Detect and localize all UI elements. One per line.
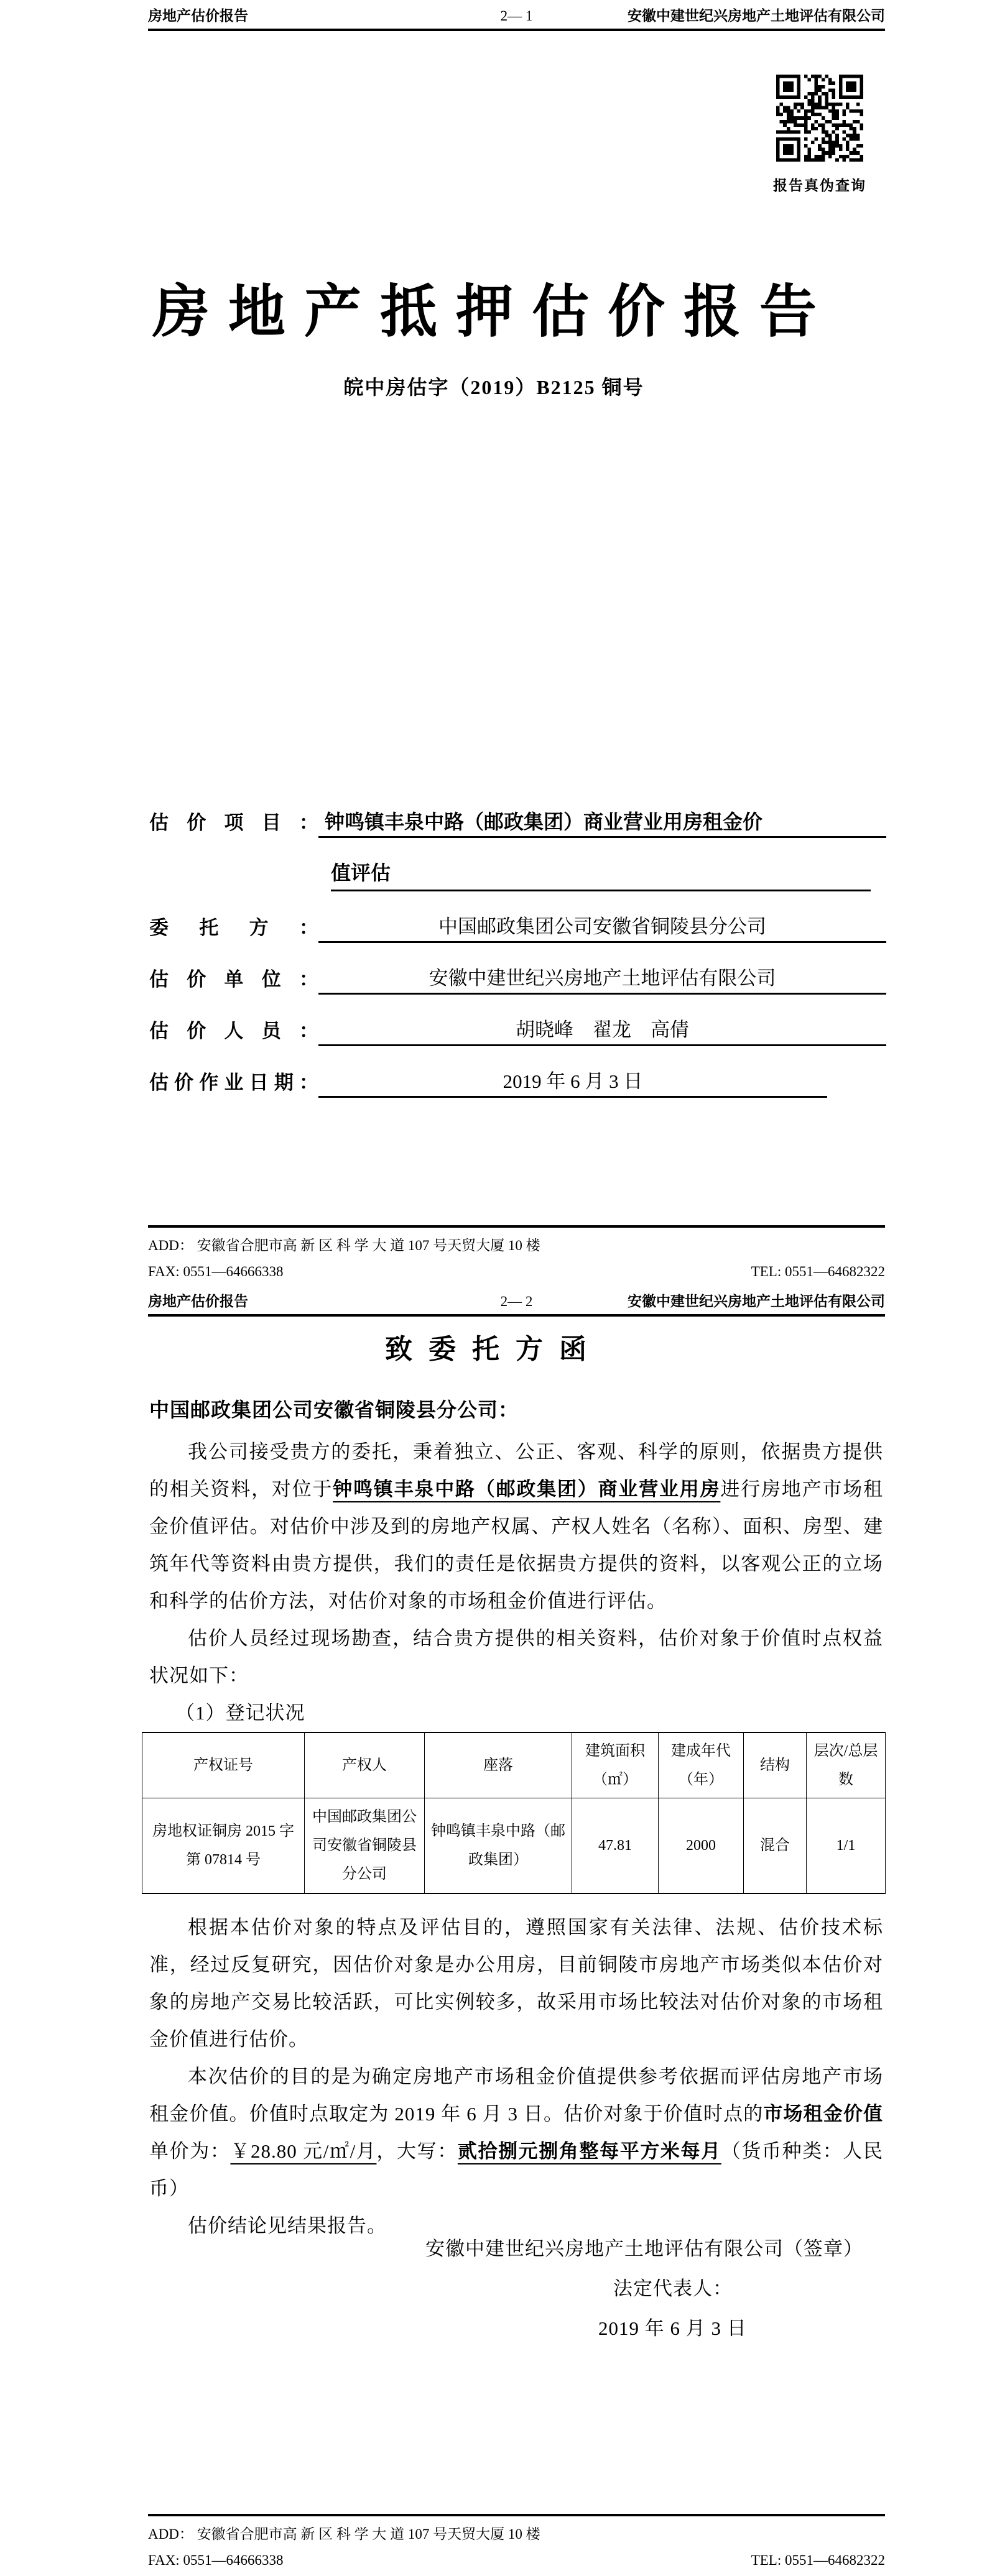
field-client (149, 912, 886, 943)
para4-unit-price: ￥28.80 元/㎡/月 (230, 2140, 377, 2162)
field-date-label: 估价作业日期： (149, 1072, 318, 1093)
signature-date: 2019 年 6 月 3 日 (598, 2317, 747, 2339)
header-page-number: 2— 1 (500, 8, 533, 24)
para1-text2: 进行房地产市场租金价值评估。对估价中涉及到的房地产权属、产权人姓名（名称）、面积、房型、建筑年代等资料由贵方提供，我们的责任是依据贵方提供的资料，以客观公正的立场和科学的估价方法，对估价对象的市场租金价值进行评估。 (149, 1478, 884, 1612)
field-date-value: 2019 年 6 月 3 日 (318, 1067, 827, 1098)
field-staff-label: 估价人员： (149, 1020, 318, 1042)
header-page-number: 2— 2 (500, 1294, 533, 1309)
cell-owner: 中国邮政集团公司安徽省铜陵县分公司 (305, 1798, 425, 1894)
header-company-name: 安徽中建世纪兴房地产土地评估有限公司 (628, 8, 885, 24)
field-client-value: 中国邮政集团公司安徽省铜陵县分公司 (318, 913, 886, 943)
cell-cert-no: 房地权证铜房 2015 字第 07814 号 (142, 1798, 305, 1894)
para1-text1: 我公司接受贵方的委托，秉着独立、公正、客观、科学的原则，依据贵方提供的相关资料，对位于 (149, 1441, 883, 1500)
cell-floor-level: 1/1 (807, 1798, 886, 1894)
para1-property-highlight: 钟鸣镇丰泉中路（邮政集团）商业营业用房 (333, 1478, 721, 1500)
col-floor-level: 层次/总层数 (807, 1732, 886, 1798)
cell-location: 钟鸣镇丰泉中路（邮政集团） (425, 1798, 572, 1894)
qr-code (776, 75, 863, 165)
field-agency-value: 安徽中建世纪兴房地产土地评估有限公司 (318, 964, 886, 995)
para4-text2: 单价为： (149, 2140, 231, 2162)
letter-title: 致委托方函 (385, 1334, 603, 1364)
section-registration-title: （1）登记状况 (175, 1702, 305, 1724)
letter-addressee: 中国邮政集团公司安徽省铜陵县分公司： (149, 1399, 519, 1421)
col-cert-no: 产权证号 (142, 1732, 305, 1798)
col-owner: 产权人 (305, 1732, 425, 1798)
para4-amount-in-words: 贰拾捌元捌角整每平方米每月 (457, 2140, 721, 2162)
header-doc-type: 房地产估价报告 (148, 8, 248, 24)
field-project (149, 807, 886, 838)
cell-floor-area: 47.81 (572, 1798, 659, 1894)
signature-company: 安徽中建世纪兴房地产土地评估有限公司（签章） (425, 2238, 863, 2260)
page2-running-header (148, 1293, 885, 1317)
col-year-built: 建成年代（年） (659, 1732, 744, 1798)
para4-rent-value-bold: 市场租金价值 (763, 2103, 883, 2125)
field-staff (149, 1015, 886, 1046)
col-floor-area: 建筑面积（㎡） (572, 1732, 659, 1798)
footer-fax: FAX: 0551—64666338 (148, 1264, 284, 1279)
paragraph-result (149, 2058, 883, 2207)
footer-tel: TEL: 0551—64682322 (751, 1264, 885, 1279)
page1-running-header (148, 7, 885, 31)
report-number: 皖中房估字（2019）B2125 铜号 (343, 376, 644, 398)
paragraph-conclusion: 估价结论见结果报告。 (188, 2215, 387, 2237)
paragraph-survey: 估价人员经过现场勘查，结合贵方提供的相关资料，估价对象于价值时点权益状况如下： (149, 1627, 883, 1686)
footer-address: ADD： 安徽省合肥市高 新 区 科 学 大 道 107 号天贸大厦 10 楼 (148, 1238, 540, 1253)
table-header-row (142, 1732, 886, 1798)
cell-year-built: 2000 (659, 1798, 744, 1894)
field-project-value-line1: 钟鸣镇丰泉中路（邮政集团）商业营业用房租金价 (318, 807, 886, 838)
col-structure: 结构 (744, 1732, 807, 1798)
qr-code-image (776, 75, 863, 162)
page2-footer (148, 2514, 885, 2570)
field-project-value-line2: 值评估 (331, 858, 871, 891)
field-staff-value: 胡晓峰 翟龙 高倩 (318, 1016, 886, 1046)
header-company-name: 安徽中建世纪兴房地产土地评估有限公司 (628, 1294, 885, 1309)
header-doc-type: 房地产估价报告 (148, 1294, 248, 1309)
letter-body (149, 1433, 883, 2245)
page1-footer (148, 1225, 885, 1281)
field-client-label: 委托方： (149, 917, 318, 939)
field-project-label: 估价项目： (149, 812, 318, 834)
registration-table (142, 1732, 886, 1894)
table-row (142, 1798, 886, 1894)
footer-fax: FAX: 0551—64666338 (148, 2552, 284, 2568)
cover-fields (149, 807, 886, 1118)
footer-tel: TEL: 0551—64682322 (751, 2552, 885, 2568)
qr-caption: 报告真伪查询 (773, 178, 866, 193)
footer-address: ADD： 安徽省合肥市高 新 区 科 学 大 道 107 号天贸大厦 10 楼 (148, 2526, 540, 2542)
paragraph-intro (149, 1433, 883, 1620)
paragraph-method: 根据本估价对象的特点及评估目的，遵照国家有关法律、法规、估价技术标准，经过反复研究，因估价对象是办公用房，目前铜陵市房地产市场类似本估价对象的房地产交易比较活跃，可比实例较多，故采用市场比较法对估价对象的市场租金价值进行估价。 (149, 1916, 883, 2050)
para4-text3: ，大写： (376, 2140, 458, 2162)
signature-legal-rep: 法定代表人： (613, 2278, 733, 2299)
col-location: 座落 (425, 1732, 572, 1798)
field-date (149, 1067, 886, 1098)
field-agency (149, 964, 886, 995)
para4-text1: 本次估价的目的是为确定房地产市场租金价值提供参考依据而评估房地产市场租金价值。价值时点取定为 2019 年 6 月 3 日。估价对象于价值时点的 (149, 2066, 883, 2125)
field-agency-label: 估价单位： (149, 968, 318, 990)
report-title: 房地产抵押估价报告 (152, 280, 835, 344)
para4-text4: （货币种类：人民币） (149, 2140, 884, 2199)
cell-structure: 混合 (744, 1798, 807, 1894)
